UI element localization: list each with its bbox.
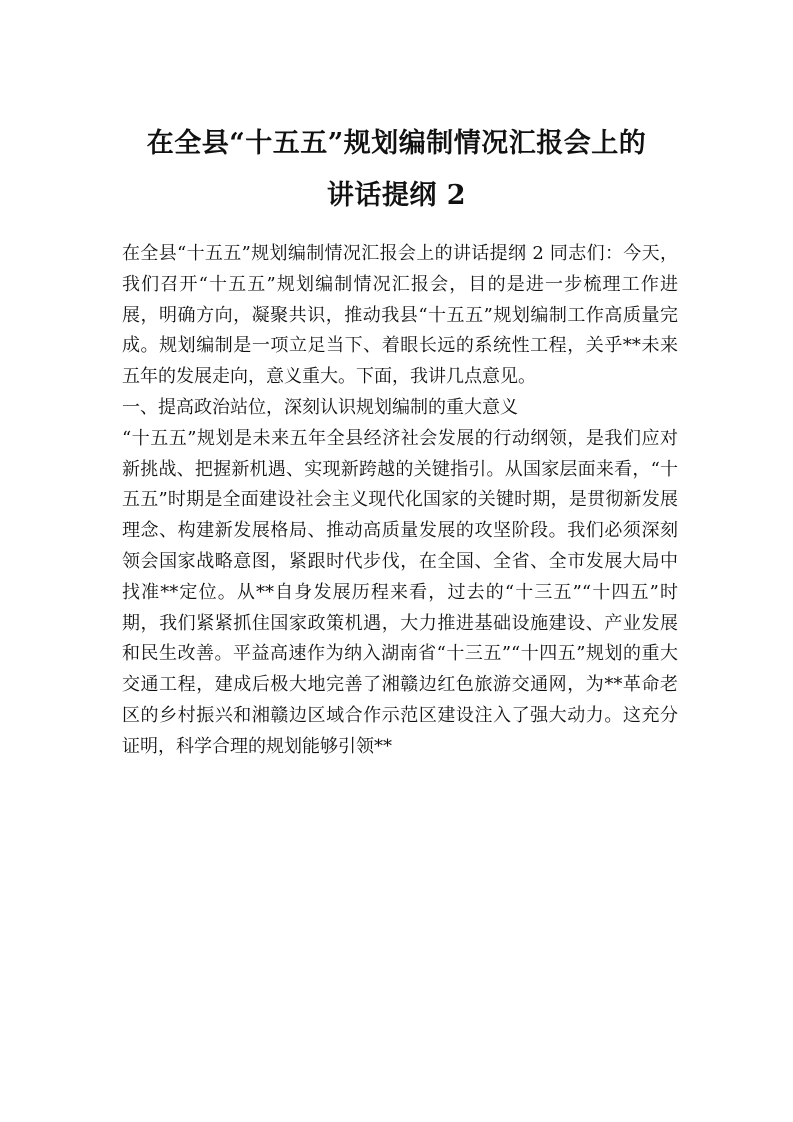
document-body	[122, 239, 678, 763]
paragraph-section-1: “十五五”规划是未来五年全县经济社会发展的行动纲领，是我们应对新挑战、把握新机遇、实现新跨越的关键指引。从国家层面来看，“十五五”时期是全面建设社会主义现代化国家的关键时期，是贯彻新发展理念、构建新发展格局、推动高质量发展的攻坚阶段。我们必须深刻领会国家战略意图，紧跟时代步伐，在全国、全省、全市发展大局中找准**定位。从**自身发展历程来看，过去的“十三五”“十四五”时期，我们紧紧抓住国家政策机遇，大力推进基础设施建设、产业发展和民生改善。平益高速作为纳入湖南省“十三五”“十四五”规划的重大交通工程，建成后极大地完善了湘赣边红色旅游交通网，为**革命老区的乡村振兴和湘赣边区域合作示范区建设注入了强大动力。这充分证明，科学合理的规划能够引领**	[122, 427, 678, 757]
document-title-line-1: 在全县“十五五”规划编制情况汇报会上的	[146, 128, 647, 159]
section-heading-1: 一、提高政治站位，深刻认识规划编制的重大意义	[122, 396, 518, 418]
paragraph-intro: 在全县“十五五”规划编制情况汇报会上的讲话提纲 2 同志们：今天，我们召开“十五五”规划编制情况汇报会，目的是进一步梳理工作进展，明确方向，凝聚共识，推动我县“十五五”规划编制工作高质量完成。规划编制是一项立足当下、着眼长远的系统性工程，关乎**未来五年的发展走向，意义重大。下面，我讲几点意见。	[122, 243, 678, 388]
document-title-line-2: 讲话提纲 2	[326, 180, 467, 211]
